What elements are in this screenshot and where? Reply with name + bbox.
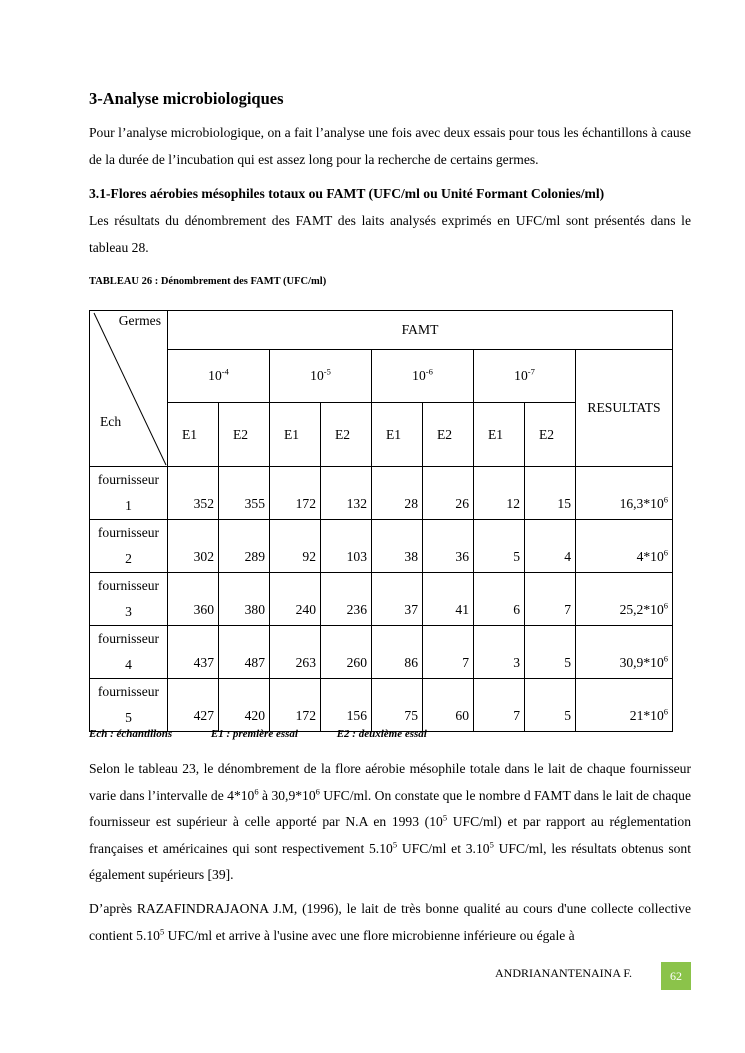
result-cell: $16,3*10^6$ — [576, 467, 673, 520]
dilution-header: $10^{-5}$ — [270, 350, 372, 403]
count-cell: 355 — [219, 467, 270, 520]
count-cell: 26 — [423, 467, 474, 520]
count-cell: 37 — [372, 573, 423, 626]
count-cell: 302 — [168, 520, 219, 573]
count-cell: 38 — [372, 520, 423, 573]
result-cell: $30,9*10^6$ — [576, 626, 673, 679]
count-cell: 263 — [270, 626, 321, 679]
count-cell: 380 — [219, 573, 270, 626]
count-cell: 172 — [270, 467, 321, 520]
count-cell: 420 — [219, 679, 270, 732]
intro-paragraph: Pour l’analyse microbiologique, on a fait l’analyse une fois avec deux essais pour tous les échantillons à cause de la durée de l’incubation qui est assez long pour la recherche de certains germes. — [89, 125, 691, 167]
table-row — [90, 626, 673, 679]
count-cell: 5 — [525, 626, 576, 679]
result-cell: $21*10^6$ — [576, 679, 673, 732]
table-row — [90, 467, 673, 520]
count-cell: 427 — [168, 679, 219, 732]
corner-germes-label: Germes — [118, 313, 161, 328]
page-number-badge: 62 — [661, 962, 691, 990]
count-cell: 7 — [525, 573, 576, 626]
count-cell: 437 — [168, 626, 219, 679]
count-cell: 352 — [168, 467, 219, 520]
trial-header: E1 — [474, 403, 525, 467]
table-corner-cell — [90, 311, 168, 467]
subsection-title: 3.1-Flores aérobies mésophiles totaux ou FAMT (UFC/ml ou Unité Formant Colonies/ml) — [89, 186, 605, 201]
count-cell: 4 — [525, 520, 576, 573]
trial-header: E2 — [219, 403, 270, 467]
count-cell: 6 — [474, 573, 525, 626]
count-cell: 12 — [474, 467, 525, 520]
table-row — [90, 679, 673, 732]
reference-paragraph: D’après RAZAFINDRAJAONA J.M, (1996), le lait de très bonne qualité au cours d'une collecte collective contient 5.10$^5$ UFC/ml et arrive à l'usine avec une flore microbienne inférieure ou égale à — [89, 901, 691, 943]
corner-diagonal — [90, 311, 168, 467]
trial-header: E2 — [525, 403, 576, 467]
subsection-paragraph: Les résultats du dénombrement des FAMT des laits analysés exprimés en UFC/ml sont présentés dans le tableau 28. — [89, 213, 691, 255]
trial-header: E1 — [270, 403, 321, 467]
trial-header: E1 — [168, 403, 219, 467]
supplier-cell: fournisseur 5 — [90, 679, 168, 732]
supplier-cell: fournisseur 1 — [90, 467, 168, 520]
count-cell: 260 — [321, 626, 372, 679]
count-cell: 172 — [270, 679, 321, 732]
count-cell: 360 — [168, 573, 219, 626]
famt-table — [89, 310, 673, 732]
count-cell: 236 — [321, 573, 372, 626]
supplier-cell: fournisseur 3 — [90, 573, 168, 626]
count-cell: 7 — [423, 626, 474, 679]
dilution-header: $10^{-4}$ — [168, 350, 270, 403]
footer-author: ANDRIANANTENAINA F. — [495, 966, 633, 980]
count-cell: 60 — [423, 679, 474, 732]
count-cell: 75 — [372, 679, 423, 732]
supplier-cell: fournisseur 2 — [90, 520, 168, 573]
corner-ech-label: Ech — [100, 414, 122, 429]
famt-group-header: FAMT — [168, 311, 673, 350]
results-header: RESULTATS — [576, 350, 673, 467]
count-cell: 103 — [321, 520, 372, 573]
dilution-header: $10^{-6}$ — [372, 350, 474, 403]
count-cell: 5 — [525, 679, 576, 732]
result-cell: $4*10^6$ — [576, 520, 673, 573]
count-cell: 132 — [321, 467, 372, 520]
count-cell: 240 — [270, 573, 321, 626]
section-title: 3-Analyse microbiologiques — [89, 89, 284, 108]
count-cell: 3 — [474, 626, 525, 679]
legend-item: Ech : échantillons — [89, 728, 173, 740]
legend-item: E1 : première essai — [210, 728, 298, 740]
count-cell: 28 — [372, 467, 423, 520]
result-cell: $25,2*10^6$ — [576, 573, 673, 626]
count-cell: 92 — [270, 520, 321, 573]
table-caption: TABLEAU 26 : Dénombrement des FAMT (UFC/ml) — [89, 276, 327, 287]
count-cell: 156 — [321, 679, 372, 732]
count-cell: 86 — [372, 626, 423, 679]
count-cell: 487 — [219, 626, 270, 679]
table-legend — [89, 728, 463, 740]
count-cell: 5 — [474, 520, 525, 573]
count-cell: 36 — [423, 520, 474, 573]
supplier-cell: fournisseur 4 — [90, 626, 168, 679]
table-row — [90, 573, 673, 626]
count-cell: 289 — [219, 520, 270, 573]
dilution-header: $10^{-7}$ — [474, 350, 576, 403]
trial-header: E2 — [321, 403, 372, 467]
count-cell: 7 — [474, 679, 525, 732]
results-paragraph: Selon le tableau 23, le dénombrement de la flore aérobie mésophile totale dans le lait de chaque fournisseur varie dans l’intervalle de $4*10^6$ à $30,9*10^6$ UFC/ml. On constate que le nombre d FAMT dans le lait de chaque fournisseur est supérieur à celle apporté par N.A en 1993 ($10^5$ UFC/ml) et par rapport au réglementation françaises et américaines qui sont respectivement 5.10$^5$ UFC/ml et 3.10$^5$ UFC/ml, les résultats obtenus sont également supérieurs [39]. — [89, 761, 691, 882]
legend-item: E2 : deuxième essai — [336, 728, 427, 740]
count-cell: 15 — [525, 467, 576, 520]
trial-header: E2 — [423, 403, 474, 467]
count-cell: 41 — [423, 573, 474, 626]
table-row — [90, 520, 673, 573]
trial-header: E1 — [372, 403, 423, 467]
